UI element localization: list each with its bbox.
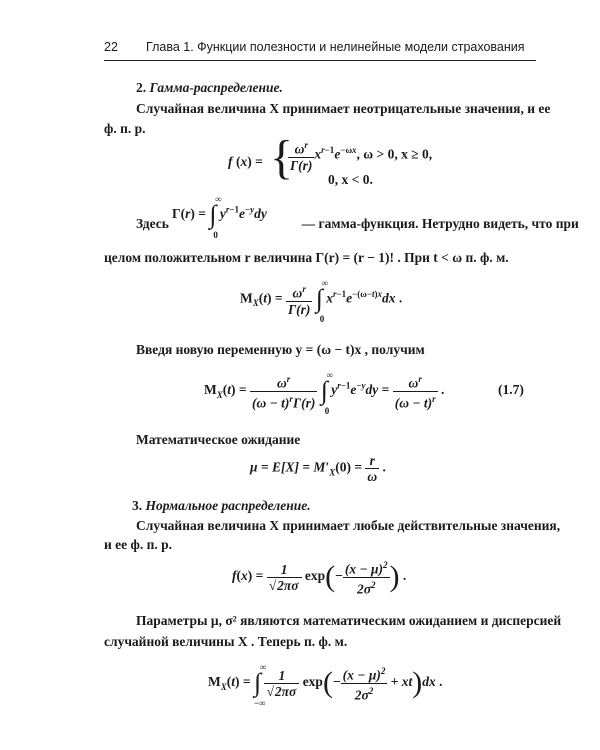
piece-1: $\frac{\omega^r}{\Gamma(r)}$ $x^{r-1}e^{-\omega x}$, ω > 0, x ≥ 0, (290, 140, 433, 173)
page-number: 22 (104, 40, 118, 54)
section-title: Нормальное распределение. (145, 498, 311, 513)
section-heading-gamma (136, 80, 283, 96)
paragraph-line: случайной величины X . Теперь п. ф. м. (104, 634, 348, 649)
left-brace: { (270, 131, 294, 184)
paragraph-line: Случайная величина X принимает любые действительные значения, (136, 518, 561, 533)
paragraph-line: Параметры μ, σ² являются математическим ожиданием и дисперсией (136, 613, 562, 628)
gamma-integral: Γ(r) = ∫ ∞ 0 $y^{r-1}e^{-y}dy$ (172, 194, 267, 240)
paragraph-line: ф. п. р. (104, 121, 146, 136)
section-title: Гамма-распределение. (149, 80, 283, 95)
equation-number: (1.7) (498, 382, 524, 397)
normal-mgf-equation: $M_X(t)$ = ∫ ∞ −∞ $\frac{1}{√2\pi\sigma}$ exp(− $\frac{(x - \mu)^2}{2\sigma^2}$ + xt)dx . (208, 662, 443, 708)
gamma-function-line: Здесь — гамма-функция. Нетрудно видеть, что при (136, 216, 579, 231)
paragraph-line: и ее ф. п. р. (104, 537, 173, 552)
section-heading-normal (132, 498, 311, 514)
section-number: 3. (132, 498, 143, 513)
gamma-mgf-equation: $M_X(t)$ = $\frac{\omega^r}{\Gamma(r)}$ ∫ ∞ 0 $x^{r-1}e^{-(\omega-t)x}dx$ . (240, 278, 403, 325)
paragraph-line: Введя новую переменную y = (ω − t)x , получим (136, 342, 425, 357)
normal-pdf-equation: f(x) = $\frac{1}{√2\pi\sigma}$ exp(− $\frac{(x - \mu)^2}{2\sigma^2}$ ) . (232, 560, 407, 596)
chapter-title: Глава 1. Функции полезности и нелинейные модели страхования (146, 40, 525, 54)
paragraph-line: Случайная величина X принимает неотрицательные значения, и ее (136, 101, 551, 116)
gamma-mean-equation: $\mu = E[X] = M'_X(0)$ = $\frac{r}{\omega}$ . (250, 453, 386, 484)
header-rule (104, 60, 536, 61)
piece-2: 0, x < 0. (328, 172, 373, 187)
gamma-mgf-result-equation: $M_X(t)$ = $\frac{\omega^r}{(\omega - t)^r\Gamma(r)}$ ∫ ∞ 0 $y^{r-1}e^{-y}dy$ = $\frac{\omega^r}{(\omega - t)^r}$ . (204, 370, 445, 416)
paragraph-line: Математическое ожидание (136, 432, 301, 447)
book-page: 22 Глава 1. Функции полезности и нелинейные модели страхования 2. Гамма-распределение. Случайная величина X принимает неотрицательные значения, и ее ф. п. р. f (x) = { $\frac{\omega^r}{\Gamma(r)}$ $x^{r-1}e^{-\omega x}$, ω > 0, x ≥ 0, 0, x < 0. Здесь — гамма-функция. Нетрудно видеть, что при Γ(r) = ∫ ∞ 0 $y^{r-1}e^{-y}dy$ целом положительном r величина Γ(r) = (r − 1)! . При t < ω п. ф. м. $M_X(t)$ = $\frac{\omega^r}{\Gamma(r)}$ ∫ ∞ 0 $x^{r-1}e^{-(\omega-t)x}dx$ . Введя новую переменную y = (ω − t)x , получим $M_X(t)$ = $\frac{\omega^r}{(\omega - t)^r\Gamma(r)}$ ∫ ∞ 0 $y^{r-1}e^{-y}dy$ = $\frac{\omega^r}{(\omega - t)^r}$ . (1.7) Математическое ожидание $\mu = E[X] = M'_X(0)$ = $\frac{r}{\omega}$ . 3. Нормальное распределение. Случайная величина X принимает любые действительные значения, и ее ф. п. р. f(x) = $\frac{1}{√2\pi\sigma}$ exp(− $\frac{(x - \mu)^2}{2\sigma^2}$ ) . Параметры μ, σ² являются математическим ожиданием и дисперсией случайной величины X . Теперь п. ф. м. $M_X(t)$ = ∫ ∞ −∞ $\frac{1}{√2\pi\sigma}$ exp(− $\frac{(x - \mu)^2}{2\sigma^2}$ + xt)dx . (104, 40, 579, 708)
integral-sign: ∫ ∞ 0 (209, 194, 222, 240)
paragraph-line: целом положительном r величина Γ(r) = (r − 1)! . При t < ω п. ф. м. (104, 250, 509, 265)
section-number: 2. (136, 80, 147, 95)
